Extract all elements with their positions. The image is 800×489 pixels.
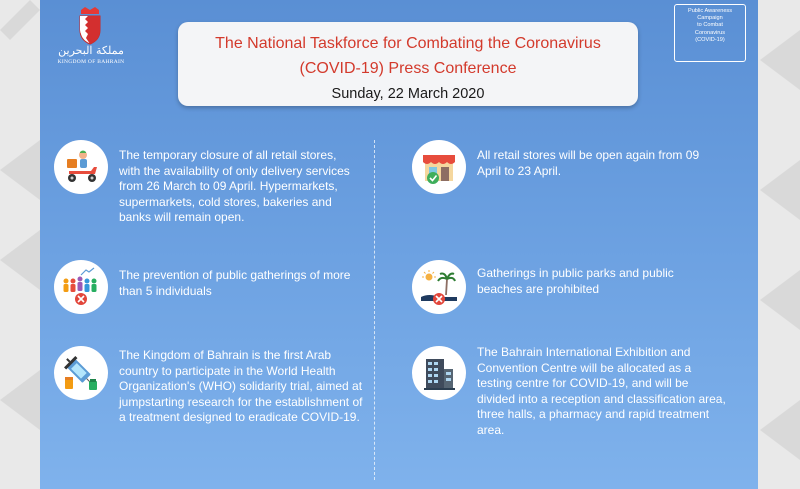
campaign-line: Coronavirus: [694, 29, 726, 36]
medicine-trial-icon: [61, 353, 101, 393]
campaign-line: Campaign: [697, 15, 723, 22]
announcement-parks-beaches: Gatherings in public parks and public beaches are prohibited: [477, 266, 674, 296]
gatherings-icon-circle: [54, 260, 108, 314]
column-divider: [374, 140, 375, 480]
bahrain-emblem-icon: [75, 6, 105, 46]
logo-arabic-text: مملكة البحرين: [58, 44, 124, 57]
page-title: The National Taskforce for Combating the Coronavirus: [215, 35, 601, 52]
campaign-badge: [674, 4, 746, 62]
announcement-retail-closure: The temporary closure of all retail stores, with the availability of only delivery services from 26 March to 09 April. Hypermarkets, supermarkets, cold stores, bakeries and banks will remain open.: [119, 148, 350, 225]
campaign-line: to Combat: [697, 22, 723, 29]
announcement-who-trial: The Kingdom of Bahrain is the first Arab country to participate in the World Health Organization's (WHO) solidarity trial, aimed at jumpstarting research for the establishment of a treatment designed to eradicate COVID-19.: [119, 348, 363, 425]
page-subtitle: (COVID-19) Press Conference: [299, 60, 517, 77]
no-gatherings-icon: [61, 267, 101, 307]
building-icon-circle: [412, 346, 466, 400]
store-icon-circle: [412, 140, 466, 194]
campaign-line: Public Awareness: [687, 8, 733, 14]
announcement-testing-centre: The Bahrain International Exhibition and Convention Centre will be allocated as a testing centre for COVID-19, and will be divided into a reception and classification area, three halls, a pharmacy and rapid treatment area.: [477, 345, 726, 437]
infographic-panel: [40, 0, 758, 489]
store-open-icon: [419, 147, 459, 187]
trial-icon-circle: [54, 346, 108, 400]
logo-english-text: KINGDOM OF BAHRAIN: [57, 59, 125, 65]
announcement-gatherings-limit: The prevention of public gatherings of more than 5 individuals: [119, 268, 351, 298]
delivery-scooter-icon: [61, 147, 101, 187]
beach-icon-circle: [412, 260, 466, 314]
no-beach-icon: [419, 267, 459, 307]
title-box: [178, 22, 638, 106]
announcement-stores-reopen: All retail stores will be open again from 09 April to 23 April.: [477, 148, 700, 178]
campaign-line: (COVID-19): [695, 36, 725, 43]
conference-date: Sunday, 22 March 2020: [331, 86, 485, 102]
delivery-icon-circle: [54, 140, 108, 194]
bahrain-logo: [48, 6, 134, 68]
exhibition-building-icon: [419, 353, 459, 393]
